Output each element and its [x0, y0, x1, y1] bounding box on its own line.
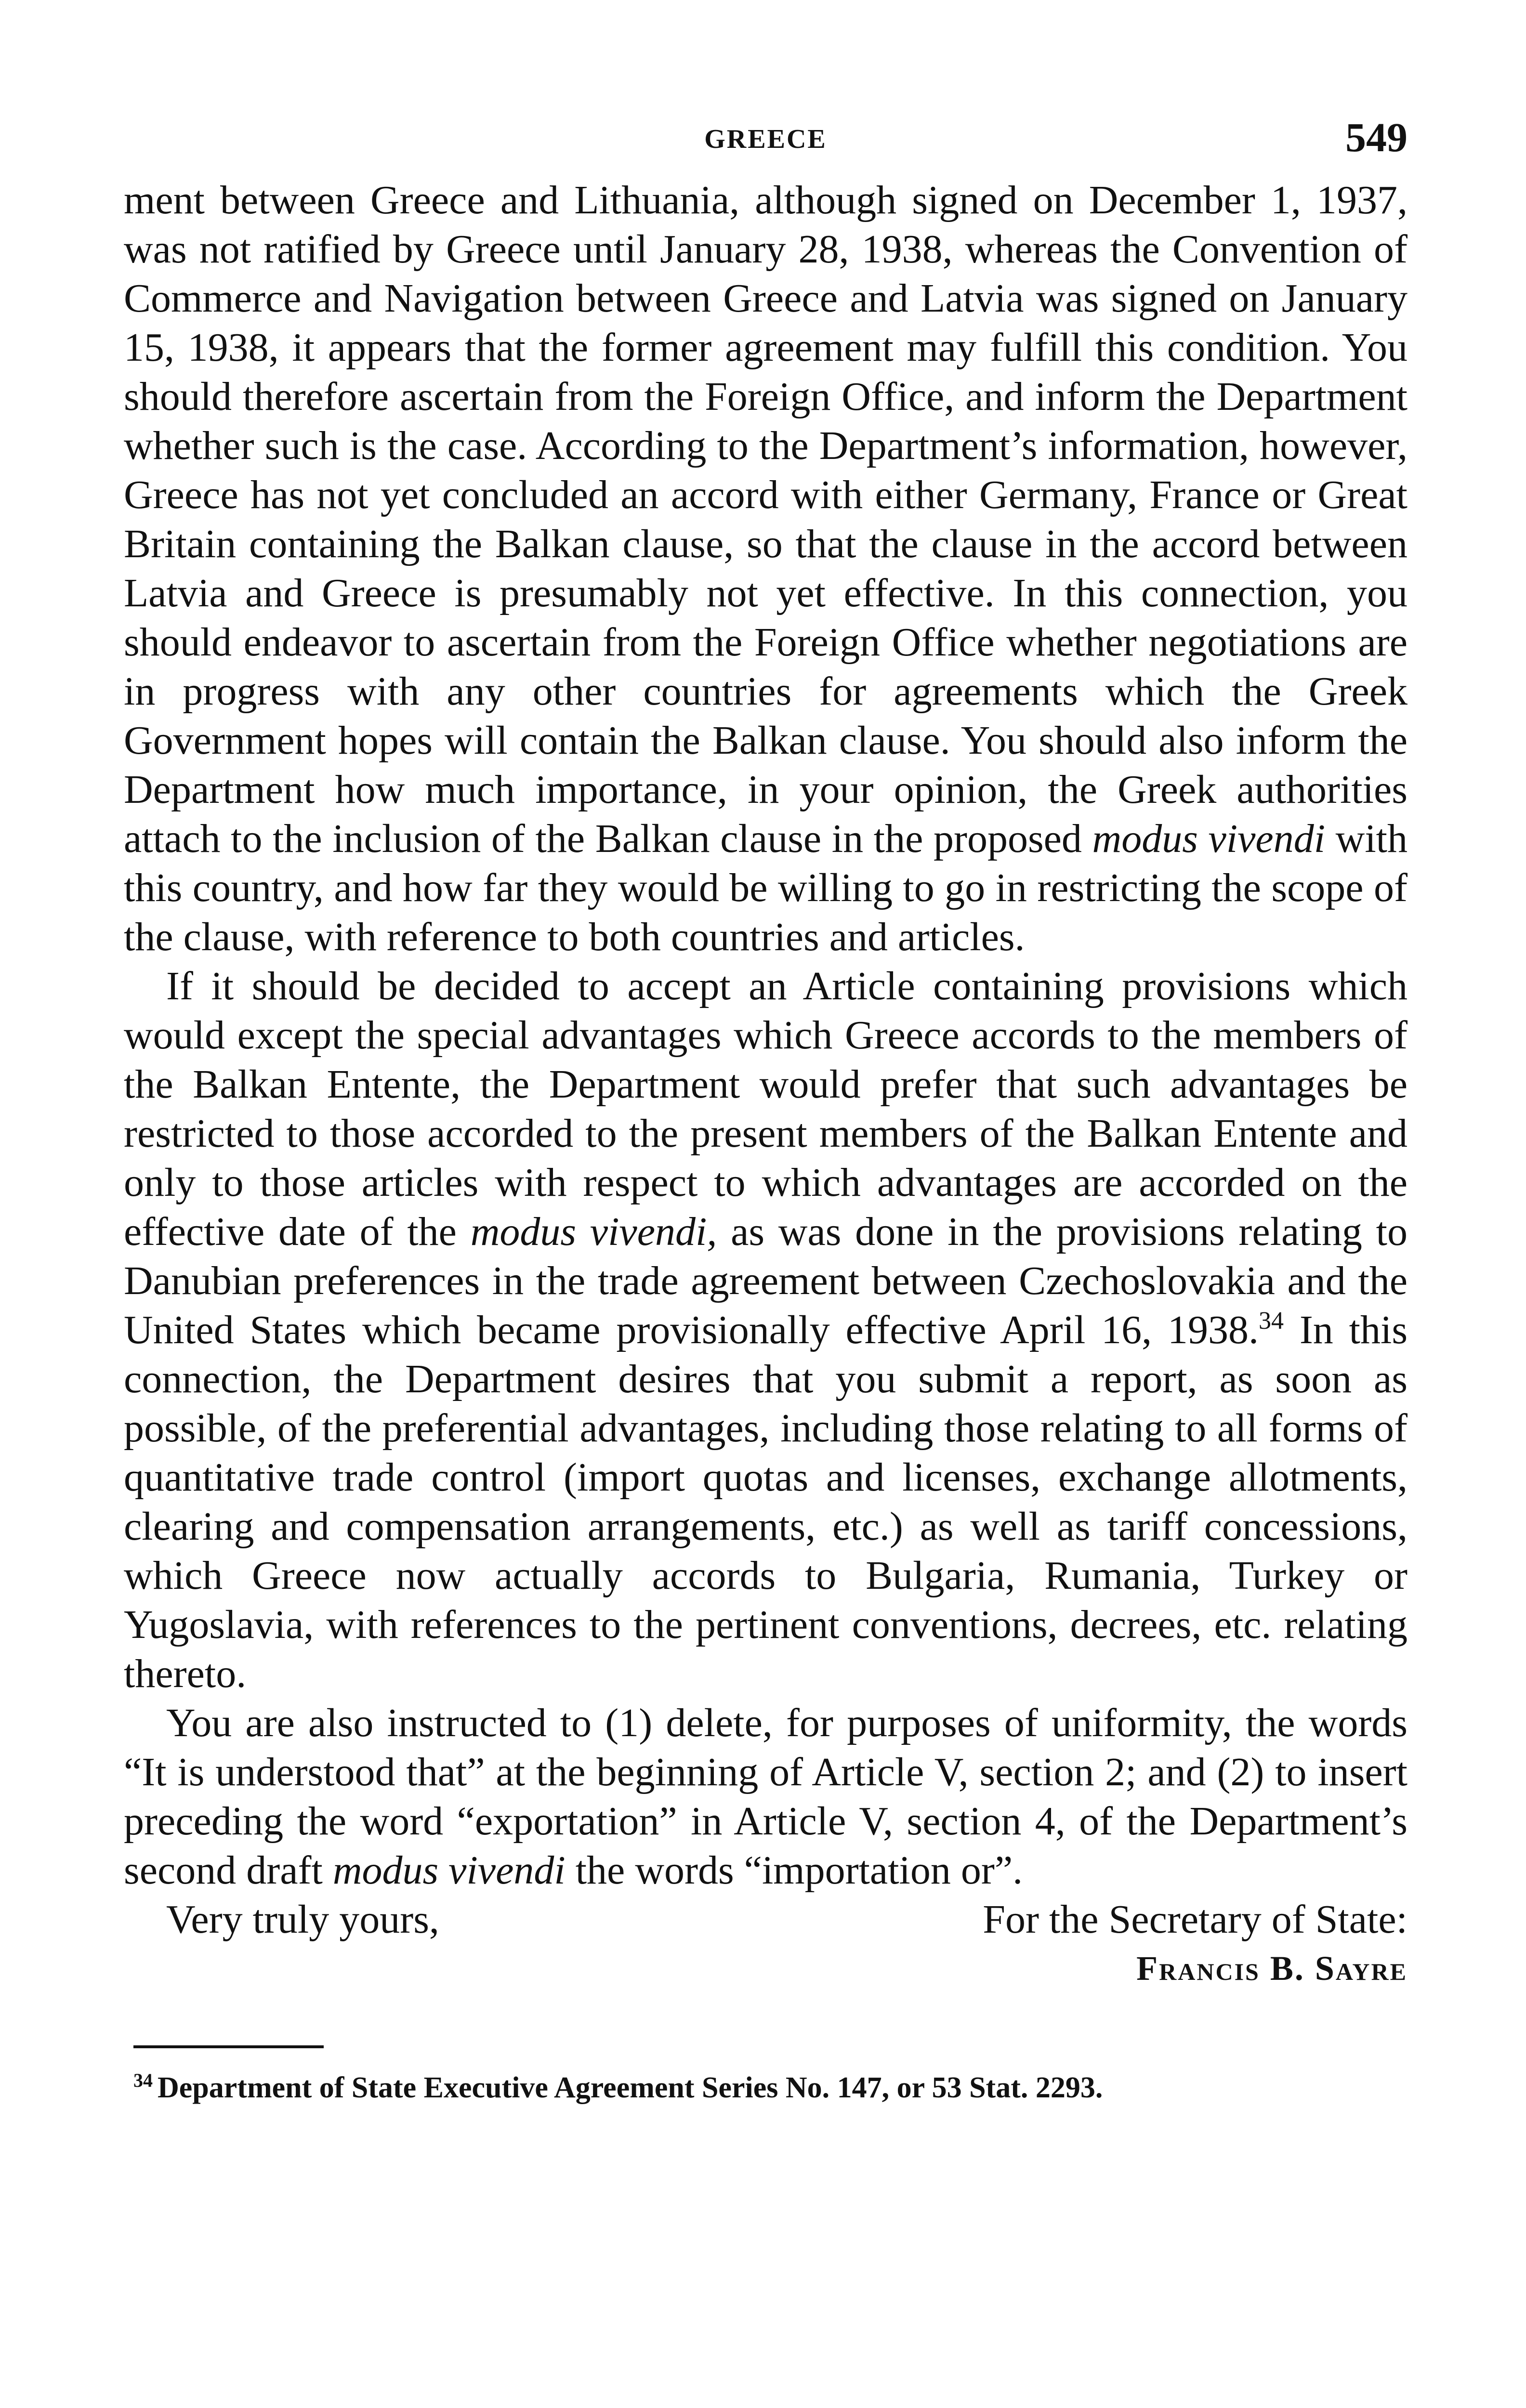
- body-text: [124, 176, 1408, 1895]
- footnote-marker: 34: [133, 2069, 153, 2091]
- closing-row: [124, 1895, 1408, 1944]
- paragraph-2: [124, 962, 1408, 1699]
- running-title: GREECE: [704, 124, 827, 154]
- running-header: [124, 113, 1408, 176]
- footnote-divider: [133, 2045, 324, 2048]
- paragraph-1-italic-1: modus vivendi: [1092, 816, 1326, 861]
- footnote-text: Department of State Executive Agreement Series No. 147, or 53 Stat. 2293.: [158, 2071, 1103, 2104]
- paragraph-2-text-3: In this connection, the Department desires that you submit a report, as soon as possible, of the preferential advantages, including those relating to all forms of quantitative trade control (import quotas and licenses, exchange allotments, clearing and compensation arrangements, etc.) as well as tariff concessions, which Greece now actually accords to Bulgaria, Rumania, Turkey or Yugoslavia, with references to the pertinent conventions, decrees, etc. relating thereto.: [124, 1308, 1408, 1696]
- paragraph-2-text-2: as was done in the provisions relating to Danubian preferences in the trade agreement between Czechoslovakia and the United States which became provisionally effective April 16, 1938.: [124, 1209, 1408, 1352]
- paragraph-3-text-2: the words “importation or”.: [575, 1848, 1023, 1893]
- paragraph-1-text-2: with this country, and how far they would be willing to go in restricting the scope of the clause, with reference to both countries and articles.: [124, 816, 1408, 959]
- paragraph-2-italic-1: modus vivendi,: [470, 1209, 717, 1254]
- page-number: 549: [1345, 114, 1408, 160]
- salutation: Very truly yours,: [166, 1897, 439, 1942]
- footnote: [124, 2068, 1408, 2107]
- signatory-name: Francis B. Sayre: [1136, 1949, 1408, 1988]
- document-page: [124, 113, 1408, 2107]
- for-secretary-line: For the Secretary of State:: [983, 1897, 1408, 1942]
- paragraph-2-text-1: If it should be decided to accept an Article containing provisions which would except the special advantages which Greece accords to the members of the Balkan Entente, the Department would prefer that such advantages be restricted to those accorded to the present members of the Balkan Entente and only to those articles with respect to which advantages are accorded on the effective date of the: [124, 964, 1408, 1254]
- paragraph-3-italic-1: modus vivendi: [332, 1848, 566, 1893]
- paragraph-1: [124, 176, 1408, 962]
- paragraph-3-text-1: You are also instructed to (1) delete, for purposes of uniformity, the words “It is understood that” at the beginning of Article V, section 2; and (2) to insert preceding the word “exportation” in Article V, section 4, of the Department’s second draft: [124, 1701, 1408, 1893]
- footnote-reference: 34: [1258, 1307, 1284, 1335]
- paragraph-3: [124, 1699, 1408, 1895]
- paragraph-1-text-1: ment between Greece and Lithuania, although signed on December 1, 1937, was not ratified by Greece until January 28, 1938, whereas the Convention of Commerce and Navigation between Greece and Latvia was signed on January 15, 1938, it appears that the former agreement may fulfill this condition. You should therefore ascertain from the Foreign Office, and inform the Department whether such is the case. According to the Department’s information, however, Greece has not yet concluded an accord with either Germany, France or Great Britain containing the Balkan clause, so that the clause in the accord between Latvia and Greece is presumably not yet effective. In this connection, you should endeavor to ascertain from the Foreign Office whether negotiations are in progress with any other countries for agreements which the Greek Government hopes will contain the Balkan clause. You should also inform the Department how much importance, in your opinion, the Greek authorities attach to the inclusion of the Balkan clause in the proposed: [124, 178, 1408, 861]
